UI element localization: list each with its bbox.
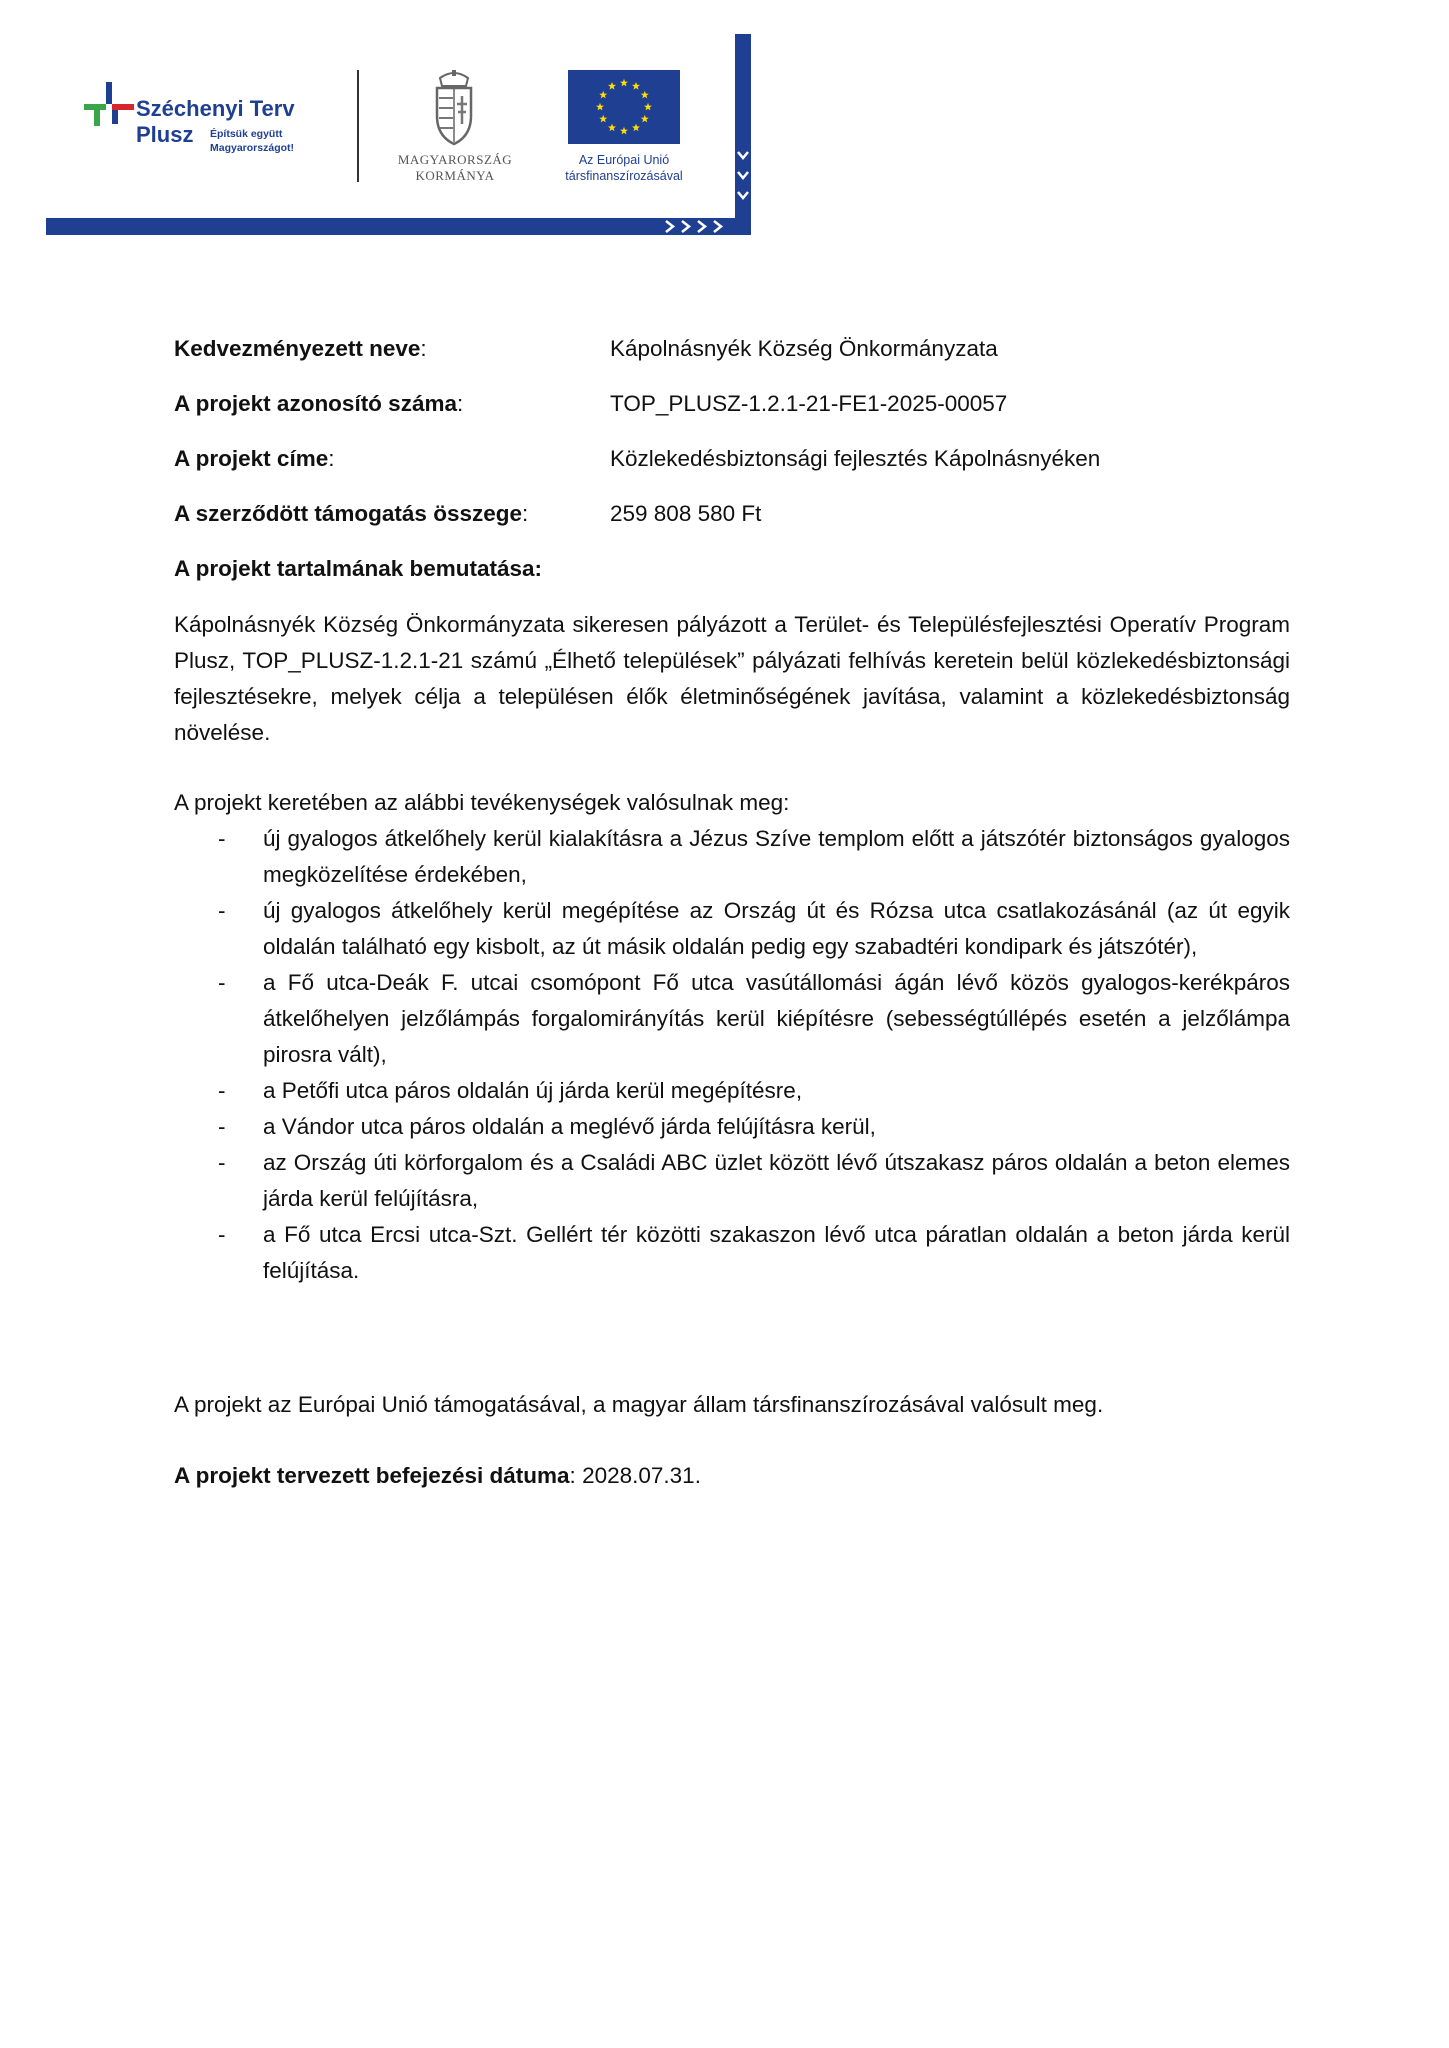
field-grant-amount-value: 259 808 580 Ft [610, 501, 762, 526]
completion-suffix: : [569, 1463, 576, 1488]
government-name-line2: KORMÁNYA [415, 168, 495, 183]
eu-caption [546, 152, 702, 184]
szechenyi-title: Széchenyi Terv [136, 96, 295, 121]
government-name [391, 152, 519, 184]
field-grant-amount-label [174, 499, 528, 529]
list-marker: - [218, 970, 226, 995]
list-item-text: új gyalogos átkelőhely kerül megépítése az Ország út és Rózsa utca csatlakozásánál (az út egyik oldalán található egy kisbolt, az út másik oldalán pedig egy szabadtéri kondipark és játszótér), [263, 898, 1290, 959]
field-label: Kedvezményezett neve [174, 336, 421, 361]
field-label: A projekt azonosító száma [174, 391, 457, 416]
list-item [174, 1217, 1290, 1289]
list-marker: - [218, 826, 226, 851]
logo-divider [357, 70, 359, 182]
field-suffix: : [420, 336, 427, 361]
list-item-text: az Ország úti körforgalom és a Családi ABC üzlet között lévő útszakasz páros oldalán a beton elemes járda kerül felújításra, [263, 1150, 1290, 1211]
field-label: A szerződött támogatás összege [174, 501, 522, 526]
completion-date [174, 1458, 1290, 1494]
list-item [174, 1109, 1290, 1145]
field-project-title-value: Közlekedésbiztonsági fejlesztés Kápolnásnyéken [610, 446, 1101, 471]
list-item-text: a Fő utca-Deák F. utcai csomópont Fő utca vasútállomási ágán lévő közös gyalogos-kerékpáros átkelőhelyen jelzőlámpás forgalomirányítás kerül kiépítésre (sebességtúllépés esetén a jelzőlámpa pirosra vált), [263, 970, 1290, 1067]
chevron-down-icon [735, 138, 751, 218]
eu-flag-icon [568, 70, 680, 144]
list-item [174, 1073, 1290, 1109]
list-item-text: a Vándor utca páros oldalán a meglévő járda felújításra kerül, [263, 1114, 876, 1139]
eu-caption-line2: társfinanszírozásával [565, 169, 683, 183]
banner-bottom-bar [46, 218, 751, 235]
szechenyi-plus: Plusz [136, 122, 194, 147]
list-item [174, 821, 1290, 893]
field-beneficiary-value: Kápolnásnyék Község Önkormányzata [610, 336, 998, 361]
list-marker: - [218, 898, 226, 923]
content-heading: A projekt tartalmának bemutatása: [174, 556, 543, 581]
field-beneficiary-label [174, 334, 427, 364]
field-suffix: : [328, 446, 335, 471]
field-suffix: : [456, 391, 464, 416]
completion-label: A projekt tervezett befejezési dátuma [174, 1463, 570, 1488]
list-marker: - [218, 1150, 226, 1175]
coat-of-arms-icon [431, 70, 477, 146]
activities-list [174, 821, 1290, 1289]
list-item [174, 1145, 1290, 1217]
list-marker: - [218, 1078, 226, 1103]
government-name-line1: MAGYARORSZÁG [397, 152, 513, 167]
completion-value: 2028.07.31. [582, 1463, 701, 1488]
funding-statement: A projekt az Európai Unió támogatásával, a magyar állam társfinanszírozásával valósult meg. [174, 1392, 1104, 1417]
activities-intro: A projekt keretében az alábbi tevékenységek valósulnak meg: [174, 790, 790, 815]
szechenyi-slogan: Építsük együtt Magyarországot! [210, 128, 295, 154]
list-item-text: a Petőfi utca páros oldalán új járda kerül megépítésre, [263, 1078, 803, 1103]
field-suffix: : [522, 501, 529, 526]
list-item-text: új gyalogos átkelőhely kerül kialakításra a Jézus Szíve templom előtt a játszótér biztonságos gyalogos megközelítése érdekében, [263, 826, 1290, 887]
header-banner [46, 34, 751, 236]
list-item-text: a Fő utca Ercsi utca-Szt. Gellért tér közötti szakaszon lévő utca páratlan oldalán a beton járda kerül felújítása. [263, 1222, 1290, 1283]
list-marker: - [218, 1222, 226, 1247]
field-label: A projekt címe [174, 446, 329, 471]
chevron-right-icon [658, 218, 728, 235]
list-marker: - [218, 1114, 226, 1139]
field-project-id-value: TOP_PLUSZ-1.2.1-21-FE1-2025-00057 [610, 391, 1008, 416]
list-item [174, 893, 1290, 965]
list-item [174, 965, 1290, 1073]
intro-paragraph: Kápolnásnyék Község Önkormányzata sikeresen pályázott a Terület- és Településfejlesztési Operatív Program Plusz, TOP_PLUSZ-1.2.1-21 számú „Élhető települések” pályázati felhívás keretein belül közlekedésbiztonsági fejlesztésekre, melyek célja a településen élők életminőségének javítása, valamint a közlekedésbiztonság növelése. [174, 612, 1290, 745]
szechenyi-cross-logo-icon [82, 80, 138, 136]
field-project-id-label [174, 389, 463, 419]
field-project-title-label [174, 444, 334, 474]
eu-caption-line1: Az Európai Unió [578, 153, 670, 167]
